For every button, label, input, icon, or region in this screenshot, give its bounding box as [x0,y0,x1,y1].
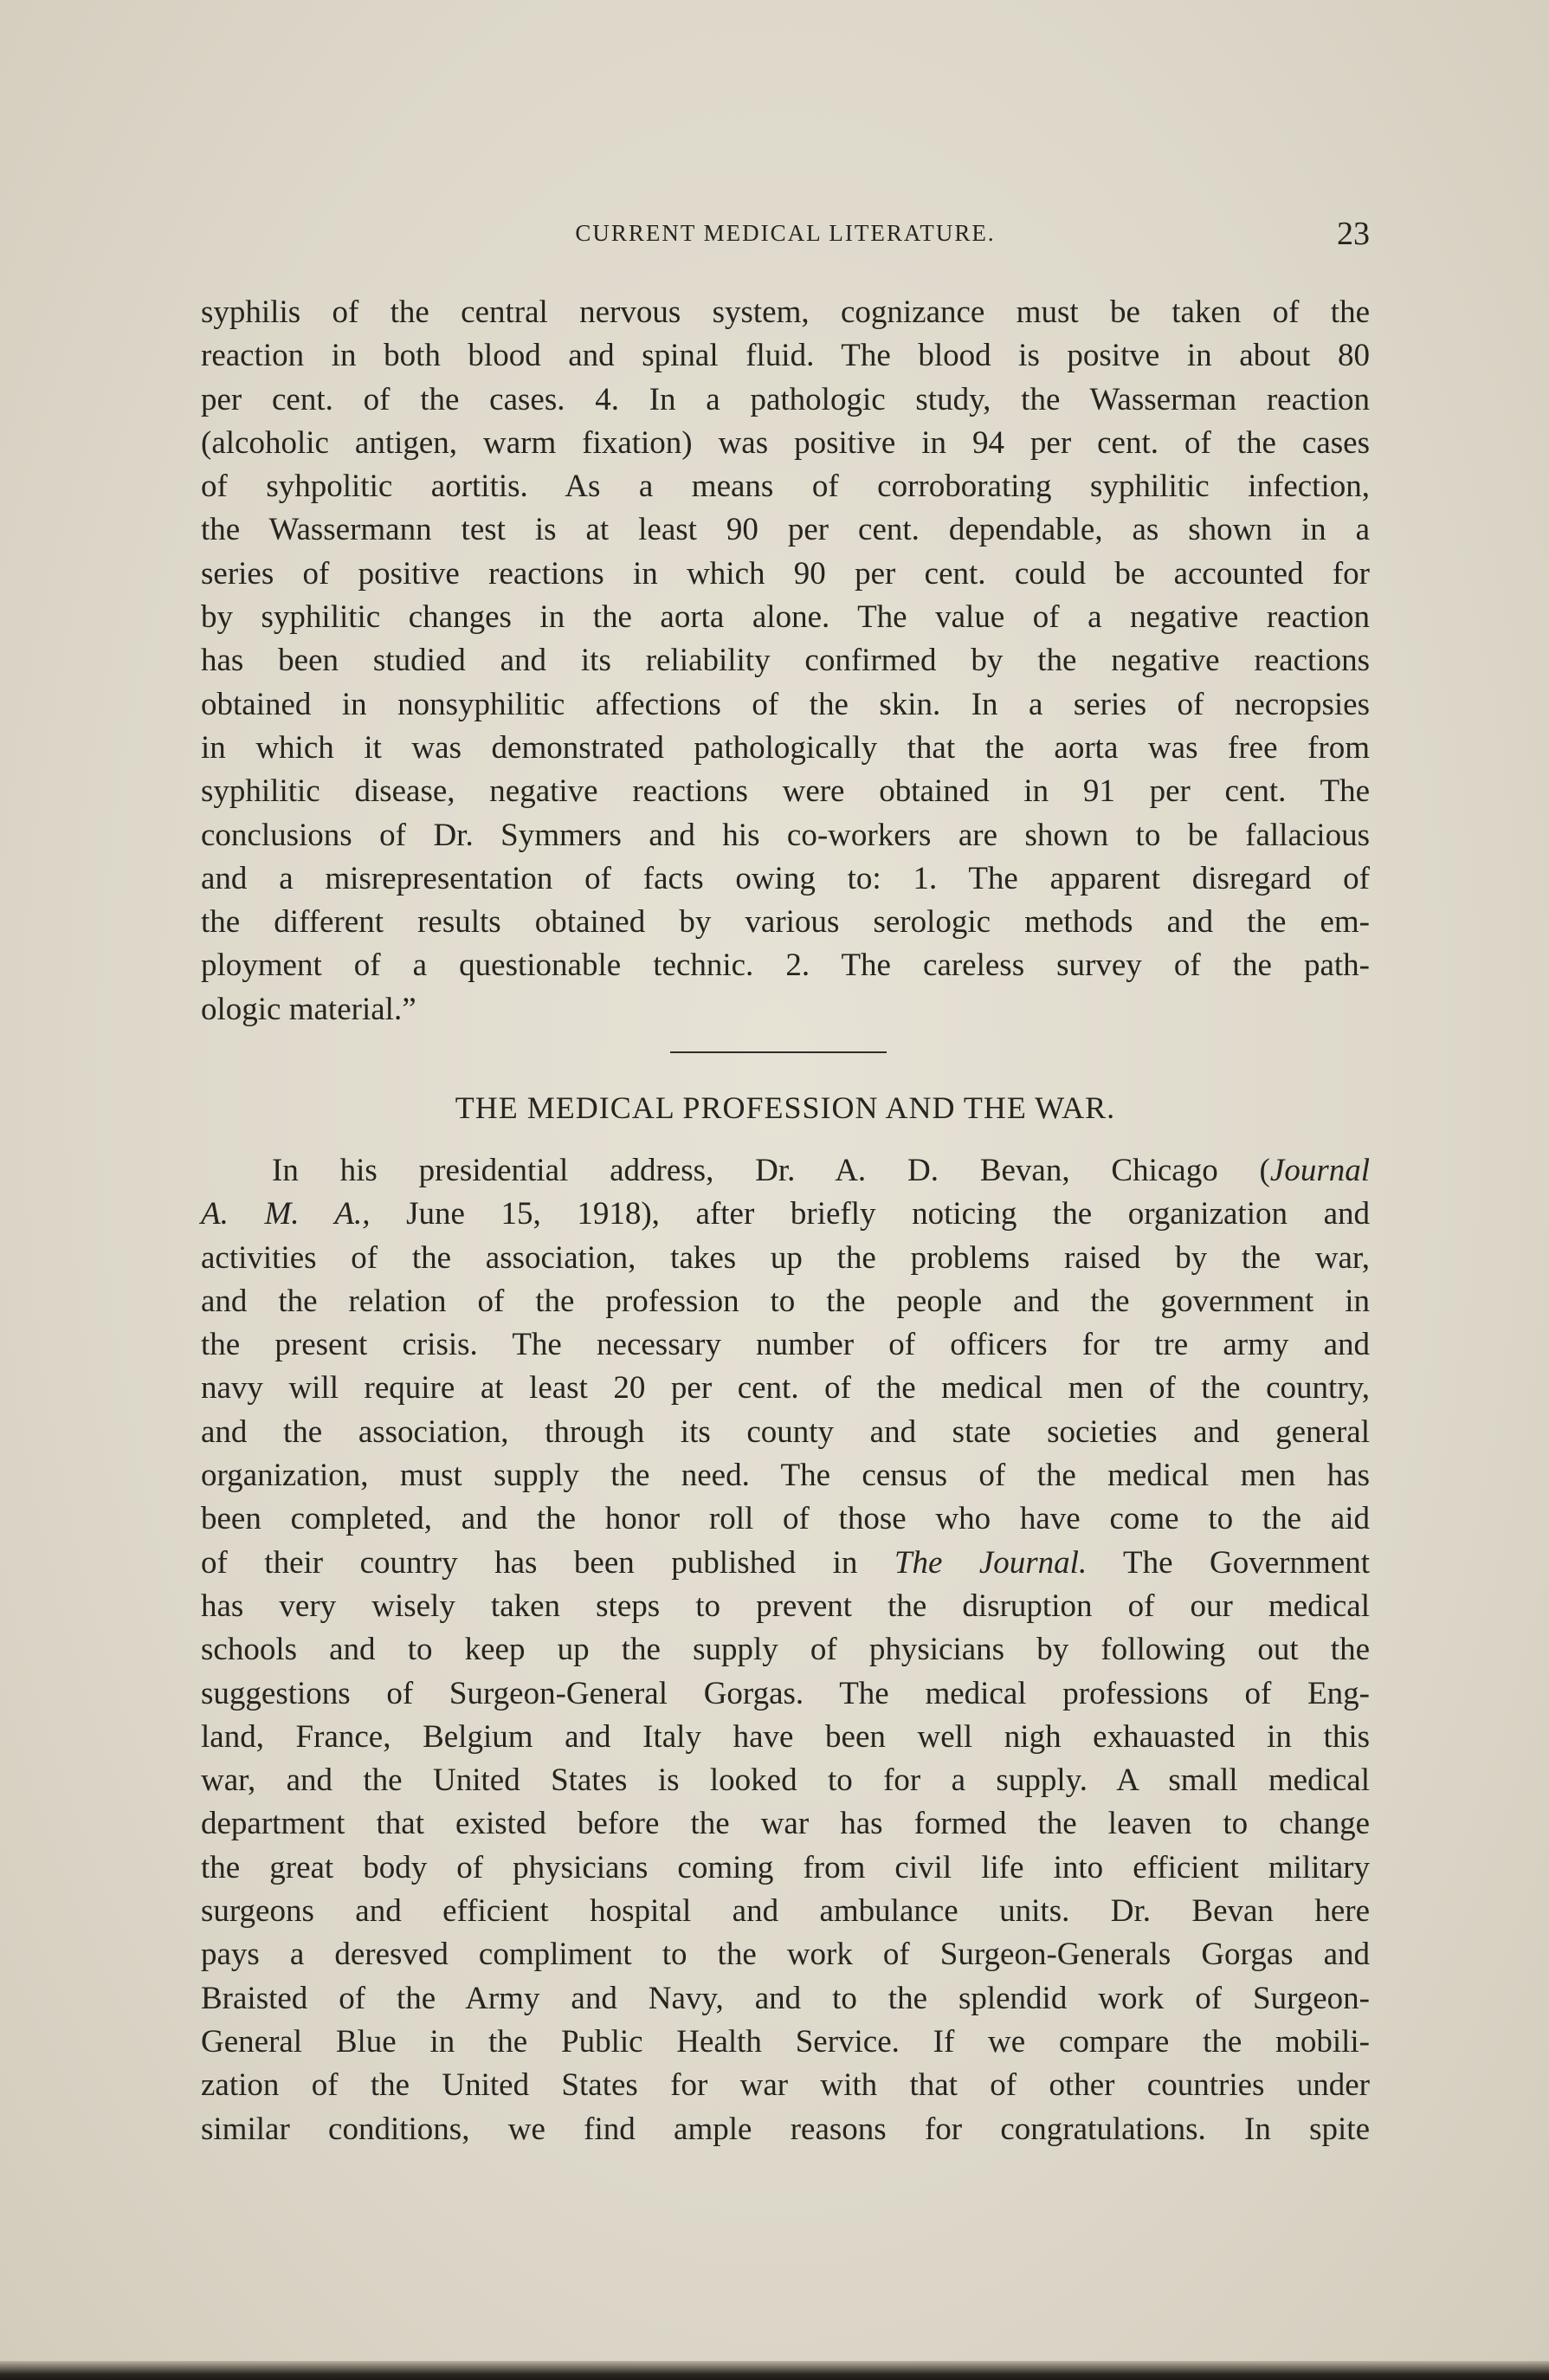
paragraph-line: in which it was demonstrated pathologically that the aorta was free from [201,729,1370,766]
paragraph-line: suggestions of Surgeon-General Gorgas. The medical professions of Eng- [201,1675,1370,1711]
line-text: of their country has been published in [201,1544,894,1581]
running-head [201,215,1370,258]
line-text: The Government [1087,1544,1370,1581]
paragraph-line: department that existed before the war has formed the leaven to change [201,1806,1370,1842]
paragraph-line: activities of the association, takes up the problems raised by the war, [201,1239,1370,1276]
paragraph-line: conclusions of Dr. Symmers and his co-workers are shown to be fallacious [201,817,1370,853]
paragraph-line: and the association, through its county and state societies and general [201,1413,1370,1450]
paragraph-line: been completed, and the honor roll of those who have come to the aid [201,1501,1370,1537]
section-heading: THE MEDICAL PROFESSION AND THE WAR. [455,1090,1116,1125]
paragraph-line: war, and the United States is looked to for a supply. A small medical [201,1762,1370,1799]
the-journal-italic: The Journal. [894,1544,1088,1581]
paragraph-line: similar conditions, we find ample reasons for congratulations. In spite [201,2111,1370,2147]
paragraph-line: zation of the United States for war with that of other countries under [201,2067,1370,2104]
paragraph-line: the Wassermann test is at least 90 per cent. dependable, as shown in a [201,512,1370,548]
paragraph-line: ployment of a questionable technic. 2. The careless survey of the path- [201,947,1370,984]
page-number: 23 [1337,216,1370,252]
paragraph-line: has been studied and its reliability confirmed by the negative reactions [201,643,1370,679]
paragraph-line: General Blue in the Public Health Service. If we compare the mobili- [201,2023,1370,2060]
paragraph-line: reaction in both blood and spinal fluid. The blood is positve in about 80 [201,338,1370,374]
paragraph-line: surgeons and efficient hospital and ambulance units. Dr. Bevan here [201,1893,1370,1930]
paragraph-line: syphilis of the central nervous system, cognizance must be taken of the [201,294,1370,330]
running-head-title: CURRENT MEDICAL LITERATURE. [575,220,996,246]
continued-paragraph [201,291,1370,1032]
paragraph-line: navy will require at least 20 per cent. of the medical men of the country, [201,1370,1370,1407]
line-text: In his presidential address, Dr. A. D. Bevan, Chicago ( [272,1153,1270,1188]
paragraph-line: land, France, Belgium and Italy have been well nigh exhauasted in this [201,1718,1370,1755]
paragraph-line: organization, must supply the need. The census of the medical men has [201,1458,1370,1494]
paragraph-line: syphilitic disease, negative reactions were obtained in 91 per cent. The [201,773,1370,810]
paragraph-line [201,1149,1370,1193]
paragraph-line: by syphilitic changes in the aorta alone. The value of a negative reaction [201,599,1370,636]
paragraph-line: the present crisis. The necessary number of officers for tre army and [201,1327,1370,1363]
line-text: June 15, 1918), after briefly noticing the organization and [370,1196,1370,1232]
paragraph-line: Braisted of the Army and Navy, and to the splendid work of Surgeon- [201,1980,1370,2016]
journal-name-italic: Journal [1269,1153,1370,1188]
paragraph-line: and the relation of the profession to the people and the government in [201,1283,1370,1319]
paragraph-line: per cent. of the cases. 4. In a pathologic study, the Wasserman reaction [201,381,1370,417]
section-divider [670,1051,887,1053]
paragraph-line: obtained in nonsyphilitic affections of the skin. In a series of necropsies [201,686,1370,722]
paragraph-line: (alcoholic antigen, warm fixation) was positive in 94 per cent. of the cases [201,424,1370,461]
paragraph-line: of syhpolitic aortitis. As a means of corroborating syphilitic infection, [201,469,1370,505]
paragraph-line: ologic material.” [201,991,416,1027]
paragraph-line: the different results obtained by various serologic methods and the em- [201,904,1370,941]
paragraph-line: the great body of physicians coming from civil life into efficient military [201,1849,1370,1885]
paragraph-line: and a misrepresentation of facts owing to: 1. The apparent disregard of [201,860,1370,896]
paragraph-line: schools and to keep up the supply of physicians by following out the [201,1632,1370,1668]
paragraph-line [201,1542,1370,1585]
paragraph-line: pays a deresved compliment to the work of Surgeon-Generals Gorgas and [201,1937,1370,1973]
paragraph-line: series of positive reactions in which 90 per cent. could be accounted for [201,555,1370,592]
paragraph-line: has very wisely taken steps to prevent the disruption of our medical [201,1588,1370,1624]
journal-abbrev-italic: A. M. A., [201,1196,371,1232]
page-bottom-edge [0,2361,1549,2380]
paragraph-line [201,1193,1370,1236]
section-paragraph [201,1149,1370,2151]
